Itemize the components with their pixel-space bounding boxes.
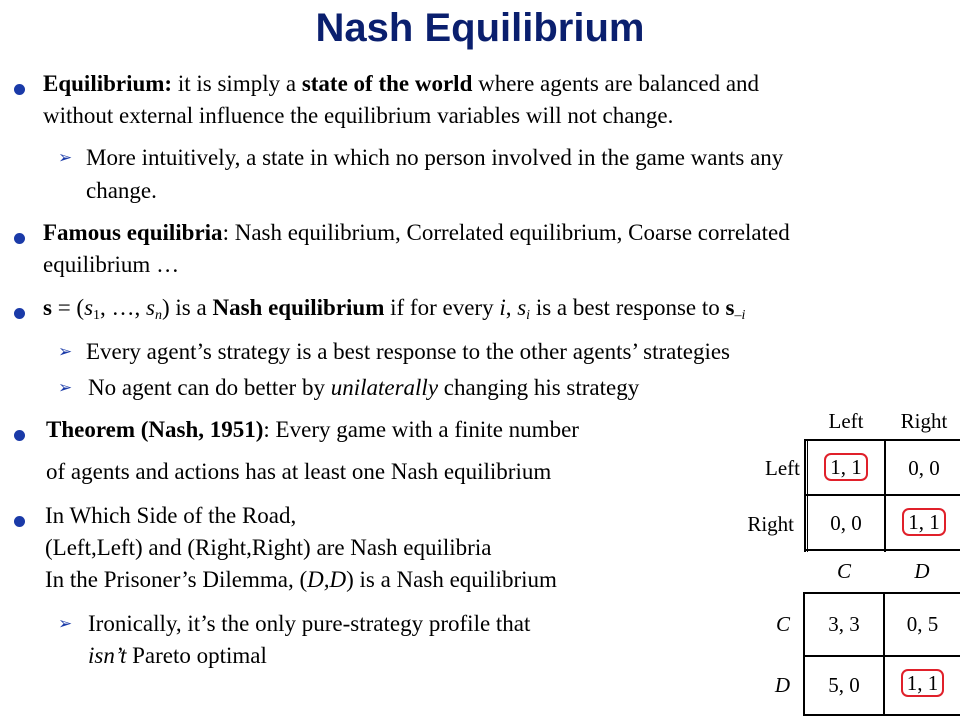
text-span: it is simply a (172, 71, 302, 96)
bullet-dot-icon (14, 430, 25, 441)
text-span: –i (734, 308, 746, 323)
subbullet-intuitive-line2: change. (86, 178, 157, 203)
text-span: s (517, 295, 527, 320)
equilibrium-highlight: 1, 1 (901, 669, 945, 697)
bullet-theorem-line2: of agents and actions has at least one Nash equilibrium (46, 459, 552, 484)
subbullet-intuitive: More intuitively, a state in which no person involved in the game wants any (86, 145, 784, 170)
table-row-header: C (775, 612, 790, 636)
text-span: : Nash equilibrium, Correlated equilibrium, Coarse correlated (222, 220, 790, 245)
subbullet-best-response: Every agent’s strategy is a best response to the other agents’ strategies (86, 339, 731, 364)
table-cell (885, 671, 960, 696)
bullet-famous-line2: equilibrium … (43, 252, 180, 277)
arrow-bullet-icon: ➢ (58, 342, 73, 362)
bullet-dot-icon (14, 308, 25, 319)
subbullet-ironically: Ironically, it’s the only pure-strategy profile that (88, 611, 531, 636)
bullet-dot-icon (14, 233, 25, 244)
table-cell: 3, 3 (828, 612, 860, 636)
subbullet-ironically-line2 (88, 640, 267, 672)
bullet-nash-definition (43, 292, 745, 324)
bullet-road-line3 (45, 564, 557, 596)
table-border (803, 592, 960, 594)
table-border (803, 714, 960, 716)
term-label: Theorem (Nash, 1951) (46, 417, 264, 442)
bullet-famous (43, 217, 790, 249)
text-span: s (43, 295, 52, 320)
text-span: ) is a (162, 295, 213, 320)
table-col-header: D (914, 559, 930, 583)
table-row-header: Right (747, 512, 794, 536)
text-span: i (499, 295, 506, 320)
table-cell (806, 455, 886, 480)
table-border (804, 439, 960, 441)
text-span: In the Prisoner’s Dilemma, ( (45, 567, 308, 592)
text-span: No agent can do better by (88, 375, 331, 400)
text-span: i (526, 308, 531, 323)
bullet-equilibrium-line2: without external influence the equilibrium variables will not change. (43, 103, 674, 128)
bullet-dot-icon (14, 516, 25, 527)
table-border (883, 592, 885, 716)
text-span: changing his strategy (438, 375, 640, 400)
text-span: if for every (384, 295, 500, 320)
table-col-header: Left (828, 409, 864, 433)
equilibrium-highlight: 1, 1 (824, 453, 868, 481)
text-span: : Every game with a finite number (263, 417, 579, 442)
text-span: , …, (100, 295, 147, 320)
table-cell: 5, 0 (828, 673, 860, 697)
text-span: = ( (51, 295, 85, 320)
text-span: Nash equilibrium (212, 295, 385, 320)
table-col-header: Right (900, 409, 948, 433)
table-border (804, 549, 960, 551)
term-label: Famous equilibria (43, 220, 223, 245)
table-cell: 0, 5 (906, 612, 939, 636)
text-span: unilaterally (330, 375, 439, 400)
subbullet-unilateral (88, 372, 639, 404)
bullet-equilibrium (43, 68, 759, 100)
table-col-header: C (836, 559, 851, 583)
bullet-road-line1: In Which Side of the Road, (45, 503, 297, 528)
text-span: ) is a Nash equilibrium (346, 567, 557, 592)
text-span: Pareto optimal (126, 643, 267, 668)
text-span: D,D (307, 567, 347, 592)
table-cell (886, 510, 960, 535)
table-row-header: Left (765, 456, 800, 480)
term-label: Equilibrium: (43, 71, 173, 96)
bullet-dot-icon (14, 84, 25, 95)
text-span: n (155, 308, 162, 323)
text-span: , (505, 295, 518, 320)
arrow-bullet-icon: ➢ (58, 148, 73, 168)
text-span: s (84, 295, 94, 320)
text-span: where agents are balanced and (472, 71, 760, 96)
text-span: isn’t (88, 643, 127, 668)
text-span: s (725, 295, 735, 320)
equilibrium-highlight: 1, 1 (902, 508, 946, 536)
text-span: is a best response to (530, 295, 726, 320)
arrow-bullet-icon: ➢ (58, 378, 73, 398)
arrow-bullet-icon: ➢ (58, 614, 73, 634)
bullet-road-line2: (Left,Left) and (Right,Right) are Nash equilibria (45, 535, 492, 560)
table-cell: 0, 0 (830, 511, 862, 535)
text-span: 1 (93, 308, 101, 323)
table-row-header: D (774, 673, 790, 697)
table-cell: 0, 0 (908, 456, 940, 480)
table-border (803, 655, 960, 657)
table-border (804, 494, 960, 496)
bullet-theorem (46, 414, 579, 446)
slide-title: Nash Equilibrium (315, 6, 645, 50)
bold-phrase: state of the world (301, 71, 473, 96)
text-span: s (146, 295, 155, 320)
